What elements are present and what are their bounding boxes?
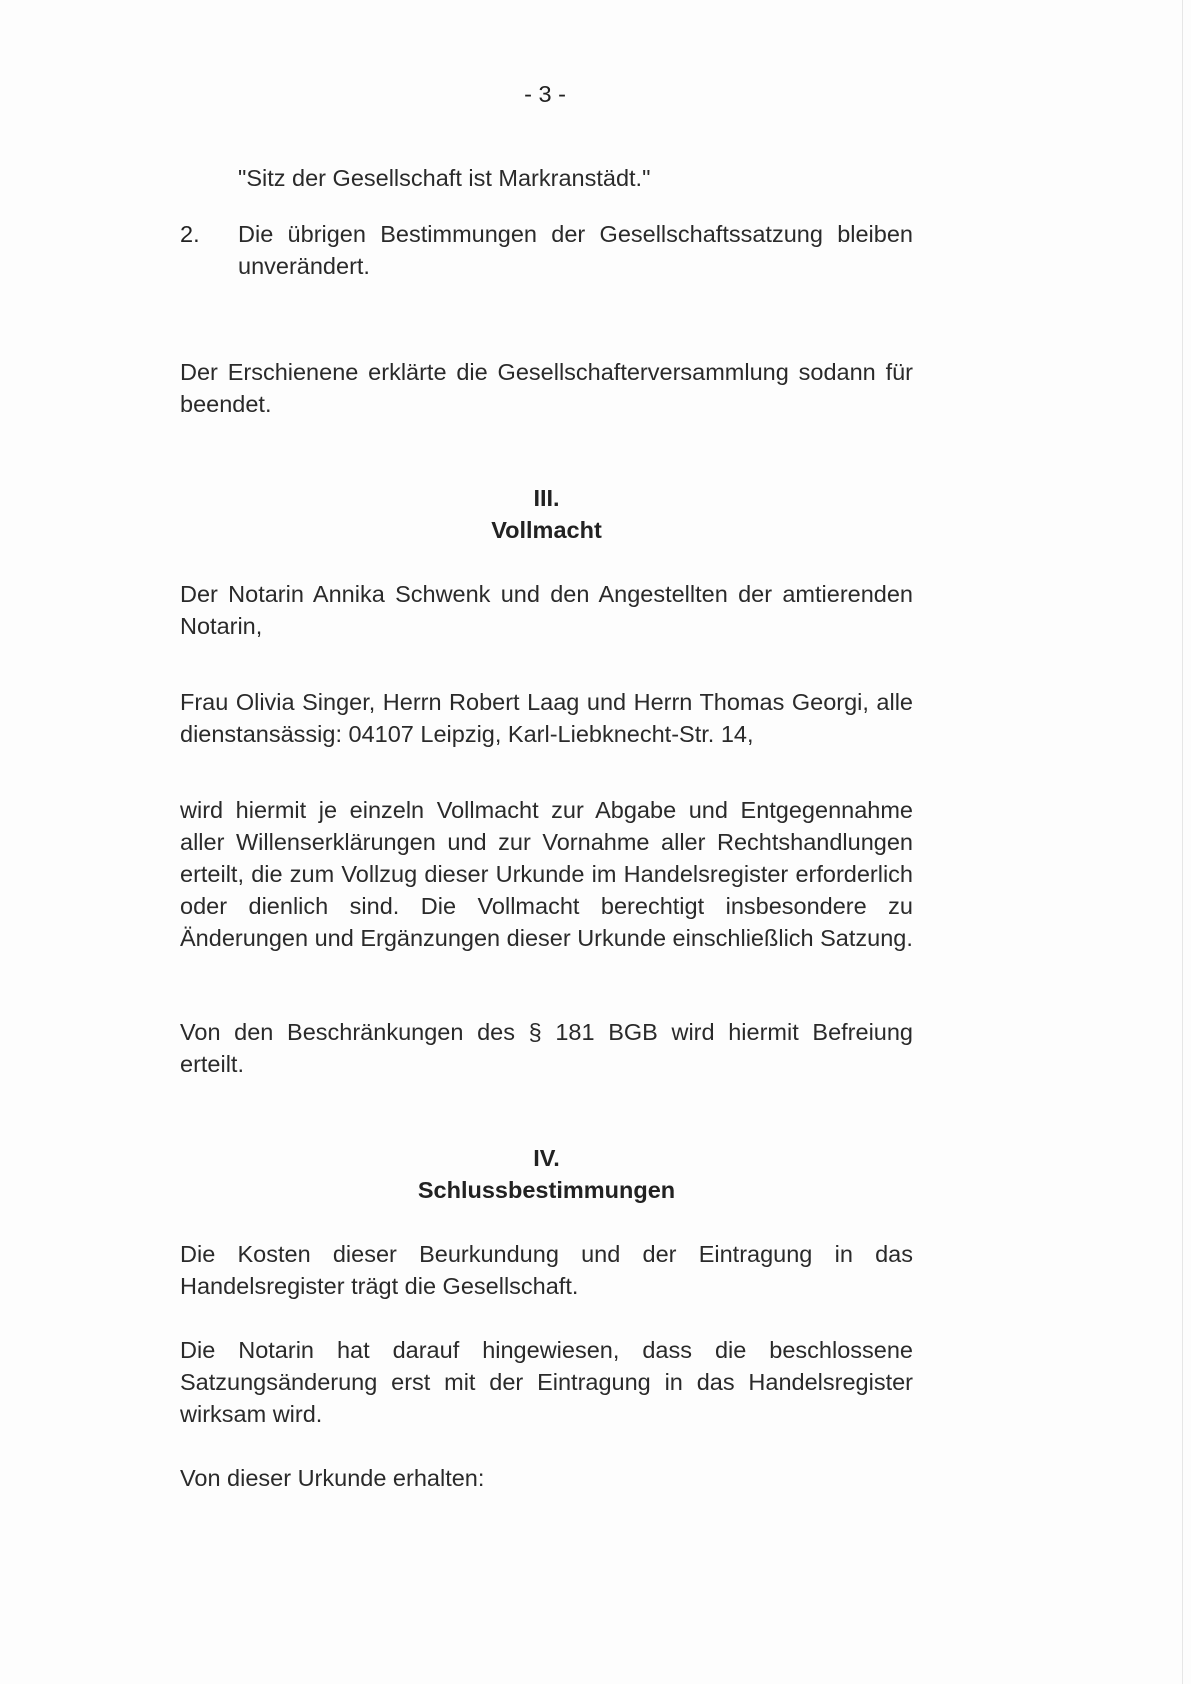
paragraph-vollmacht: wird hiermit je einzeln Vollmacht zur Abgabe und Entgegennahme aller Willenserklärungen und zur Vornahme aller Rechtshandlungen erteilt, die zum Vollzug dieser Urkunde im Handelsregister erforderlich oder dienlich sind. Die Vollmacht berechtigt insbesondere zu Änderungen und Ergänzungen dieser Urkunde einschließlich Satzung. — [180, 797, 913, 951]
closing-statement: Der Erschienene erklärte die Gesellschafterversammlung sodann für beendet. — [180, 359, 913, 417]
paragraph-bgb: Von den Beschränkungen des § 181 BGB wird hiermit Befreiung erteilt. — [180, 1019, 913, 1077]
paragraph-persons: Frau Olivia Singer, Herrn Robert Laag und Herrn Thomas Georgi, alle dienstansässig: 04107 Leipzig, Karl-Liebknecht-Str. 14, — [180, 689, 913, 747]
list-item-number: 2. — [180, 221, 200, 247]
section-heading-schlussbestimmungen: Schlussbestimmungen — [417, 1177, 676, 1203]
quoted-clause: "Sitz der Gesellschaft ist Markranstädt." — [238, 165, 651, 191]
list-item-text: Die übrigen Bestimmungen der Gesellschaftssatzung bleiben unverändert. — [238, 221, 913, 279]
section-numeral-3: III. — [533, 485, 560, 511]
paragraph-notarin: Der Notarin Annika Schwenk und den Angestellten der amtierenden Notarin, — [180, 581, 913, 639]
section-heading-vollmacht: Vollmacht — [491, 517, 602, 543]
page-number: - 3 - — [524, 81, 566, 107]
paragraph-kosten: Die Kosten dieser Beurkundung und der Eintragung in das Handelsregister trägt die Gesellschaft. — [180, 1241, 913, 1299]
paragraph-hinweis: Die Notarin hat darauf hingewiesen, dass die beschlossene Satzungsänderung erst mit der Eintragung in das Handelsregister wirksam wird. — [180, 1337, 913, 1427]
page-edge-shadow — [1182, 0, 1183, 1684]
section-numeral-4: IV. — [533, 1145, 560, 1171]
paragraph-erhalten: Von dieser Urkunde erhalten: — [180, 1465, 485, 1491]
